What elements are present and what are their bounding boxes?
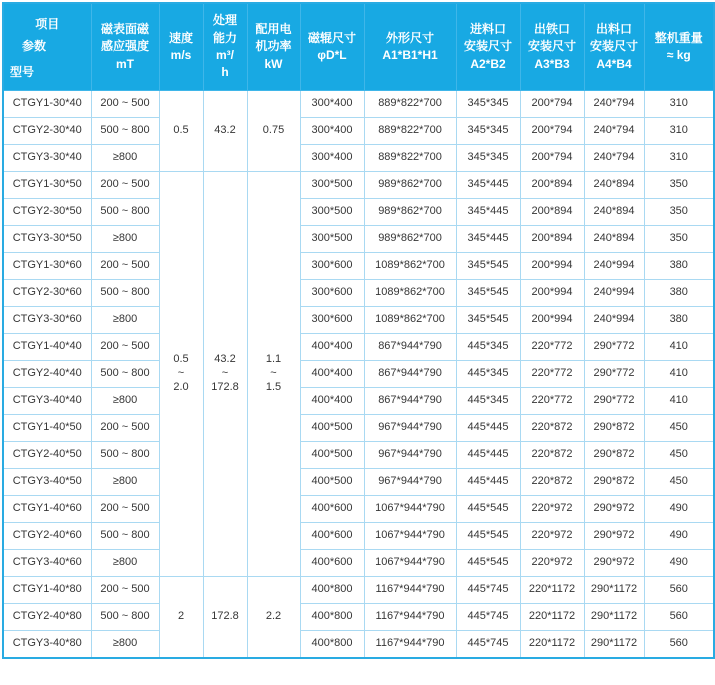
header-line: 配用电	[255, 21, 292, 36]
table-row	[3, 604, 714, 631]
mt-range-cell: 500 ~ 800	[91, 361, 159, 388]
speed-value-line: ~	[177, 367, 185, 380]
roller-size-cell: 300*400	[300, 145, 364, 172]
overall-dims-cell: 867*944*790	[364, 388, 456, 415]
mt-range-cell: ≥800	[91, 631, 159, 659]
roller-size-cell: 300*500	[300, 226, 364, 253]
header-dims	[364, 3, 456, 91]
roller-size-cell: 300*500	[300, 199, 364, 226]
header-line: 外形尺寸	[385, 30, 434, 45]
weight-cell: 410	[644, 388, 714, 415]
feed-port-cell: 445*745	[456, 577, 520, 604]
feed-port-cell: 445*545	[456, 523, 520, 550]
feed-port-cell: 345*445	[456, 226, 520, 253]
feed-port-cell: 445*745	[456, 604, 520, 631]
overall-dims-cell: 889*822*700	[364, 91, 456, 118]
spec-table	[2, 2, 715, 659]
mt-range-cell: 200 ~ 500	[91, 415, 159, 442]
roller-size-cell: 400*600	[300, 496, 364, 523]
table-row	[3, 577, 714, 604]
roller-size-cell: 400*600	[300, 550, 364, 577]
feed-port-cell: 445*445	[456, 469, 520, 496]
weight-cell: 310	[644, 118, 714, 145]
speed-value-line: 2	[177, 610, 185, 623]
capacity-value-line: 172.8	[211, 380, 239, 393]
header-line: 磁辊尺寸	[307, 30, 356, 45]
power-value-line: 1.5	[265, 380, 282, 393]
mt-range-cell: 500 ~ 800	[91, 442, 159, 469]
model-cell: CTGY2-40*40	[3, 361, 91, 388]
header-line: mT	[116, 56, 134, 71]
mt-range-cell: 200 ~ 500	[91, 172, 159, 199]
weight-cell: 560	[644, 631, 714, 659]
power-merged-cell	[247, 577, 300, 659]
header-line: 速度	[168, 30, 193, 45]
weight-cell: 410	[644, 361, 714, 388]
discharge-port-cell: 290*772	[584, 334, 644, 361]
roller-size-cell: 300*400	[300, 91, 364, 118]
header-roller	[300, 3, 364, 91]
mt-range-cell: 200 ~ 500	[91, 91, 159, 118]
header-discharge	[584, 3, 644, 91]
iron-outlet-cell: 220*1172	[520, 604, 584, 631]
overall-dims-cell: 967*944*790	[364, 415, 456, 442]
table-row	[3, 307, 714, 334]
overall-dims-cell: 1067*944*790	[364, 496, 456, 523]
discharge-port-cell: 240*794	[584, 118, 644, 145]
power-value-line: 1.1	[265, 353, 282, 366]
mt-range-cell: 500 ~ 800	[91, 523, 159, 550]
discharge-port-cell: 240*894	[584, 199, 644, 226]
iron-outlet-cell: 220*972	[520, 523, 584, 550]
model-cell: CTGY2-40*80	[3, 604, 91, 631]
iron-outlet-cell: 200*894	[520, 226, 584, 253]
roller-size-cell: 300*400	[300, 118, 364, 145]
model-cell: CTGY1-40*40	[3, 334, 91, 361]
discharge-port-cell: 290*772	[584, 361, 644, 388]
header-line: 整机重量	[654, 30, 703, 45]
roller-size-cell: 400*500	[300, 415, 364, 442]
feed-port-cell: 445*345	[456, 388, 520, 415]
header-corner	[3, 3, 91, 91]
iron-outlet-cell: 220*1172	[520, 577, 584, 604]
mt-range-cell: ≥800	[91, 550, 159, 577]
mt-range-cell: ≥800	[91, 469, 159, 496]
iron-outlet-cell: 200*994	[520, 253, 584, 280]
overall-dims-cell: 889*822*700	[364, 118, 456, 145]
capacity-merged-cell	[203, 577, 247, 659]
mt-range-cell: ≥800	[91, 388, 159, 415]
iron-outlet-cell: 220*772	[520, 361, 584, 388]
discharge-port-cell: 240*994	[584, 253, 644, 280]
model-cell: CTGY1-30*60	[3, 253, 91, 280]
feed-port-cell: 445*745	[456, 631, 520, 659]
capacity-value-line: 43.2	[214, 124, 236, 137]
roller-size-cell: 400*500	[300, 469, 364, 496]
weight-cell: 380	[644, 307, 714, 334]
header-line: 能力	[212, 30, 237, 45]
header-corner-mid-label: 参数	[22, 39, 47, 53]
header-line: 进料口	[469, 21, 506, 36]
weight-cell: 490	[644, 496, 714, 523]
overall-dims-cell: 1167*944*790	[364, 604, 456, 631]
mt-range-cell: ≥800	[91, 307, 159, 334]
overall-dims-cell: 989*862*700	[364, 199, 456, 226]
discharge-port-cell: 290*972	[584, 550, 644, 577]
discharge-port-cell: 290*972	[584, 523, 644, 550]
roller-size-cell: 400*400	[300, 334, 364, 361]
model-cell: CTGY3-30*50	[3, 226, 91, 253]
capacity-value-line: 43.2	[214, 353, 236, 366]
header-power	[247, 3, 300, 91]
header-line: φD*L	[317, 48, 347, 62]
model-cell: CTGY2-40*50	[3, 442, 91, 469]
header-line: ≈ kg	[666, 48, 691, 62]
header-capacity	[203, 3, 247, 91]
capacity-merged-cell	[203, 91, 247, 172]
weight-cell: 380	[644, 253, 714, 280]
feed-port-cell: 445*345	[456, 361, 520, 388]
overall-dims-cell: 889*822*700	[364, 145, 456, 172]
roller-size-cell: 400*800	[300, 577, 364, 604]
feed-port-cell: 345*345	[456, 118, 520, 145]
table-header	[3, 3, 714, 91]
discharge-port-cell: 290*1172	[584, 631, 644, 659]
roller-size-cell: 400*600	[300, 523, 364, 550]
table-row	[3, 118, 714, 145]
model-cell: CTGY3-40*80	[3, 631, 91, 659]
table-row	[3, 199, 714, 226]
weight-cell: 350	[644, 172, 714, 199]
power-value-line: 2.2	[265, 610, 282, 623]
mt-range-cell: 500 ~ 800	[91, 199, 159, 226]
discharge-port-cell: 240*794	[584, 91, 644, 118]
header-corner-top-label: 项目	[35, 17, 60, 31]
overall-dims-cell: 1089*862*700	[364, 253, 456, 280]
header-line: A2*B2	[470, 56, 506, 71]
overall-dims-cell: 967*944*790	[364, 469, 456, 496]
overall-dims-cell: 1167*944*790	[364, 631, 456, 659]
capacity-value-line: ~	[221, 367, 229, 380]
roller-size-cell: 400*800	[300, 604, 364, 631]
table-row	[3, 469, 714, 496]
speed-value-line: 0.5	[173, 124, 189, 137]
overall-dims-cell: 1067*944*790	[364, 523, 456, 550]
roller-size-cell: 300*500	[300, 172, 364, 199]
table-row	[3, 631, 714, 659]
iron-outlet-cell: 200*894	[520, 199, 584, 226]
feed-port-cell: 345*545	[456, 307, 520, 334]
header-line: 磁表面磁	[100, 21, 149, 36]
discharge-port-cell: 290*972	[584, 496, 644, 523]
weight-cell: 450	[644, 469, 714, 496]
overall-dims-cell: 967*944*790	[364, 442, 456, 469]
discharge-port-cell: 240*794	[584, 145, 644, 172]
overall-dims-cell: 1089*862*700	[364, 280, 456, 307]
header-corner-bottom-label: 型号	[10, 64, 35, 79]
model-cell: CTGY2-30*40	[3, 118, 91, 145]
iron-outlet-cell: 200*994	[520, 280, 584, 307]
table-row	[3, 415, 714, 442]
power-merged-cell	[247, 91, 300, 172]
overall-dims-cell: 989*862*700	[364, 172, 456, 199]
discharge-port-cell: 240*894	[584, 172, 644, 199]
iron-outlet-cell: 200*794	[520, 118, 584, 145]
mt-range-cell: ≥800	[91, 145, 159, 172]
weight-cell: 310	[644, 91, 714, 118]
table-row	[3, 550, 714, 577]
weight-cell: 490	[644, 523, 714, 550]
discharge-port-cell: 290*1172	[584, 604, 644, 631]
header-line: m/s	[170, 48, 192, 62]
table-body	[3, 91, 714, 659]
model-cell: CTGY2-40*60	[3, 523, 91, 550]
mt-range-cell: 500 ~ 800	[91, 280, 159, 307]
mt-range-cell: 200 ~ 500	[91, 253, 159, 280]
header-line: 安装尺寸	[463, 39, 512, 54]
iron-outlet-cell: 220*1172	[520, 631, 584, 659]
capacity-merged-cell	[203, 172, 247, 577]
mt-range-cell: 200 ~ 500	[91, 577, 159, 604]
discharge-port-cell: 290*872	[584, 442, 644, 469]
mt-range-cell: 500 ~ 800	[91, 604, 159, 631]
iron-outlet-cell: 220*972	[520, 550, 584, 577]
feed-port-cell: 345*345	[456, 145, 520, 172]
header-line: 处理	[212, 13, 237, 28]
weight-cell: 350	[644, 199, 714, 226]
table-row	[3, 523, 714, 550]
discharge-port-cell: 240*994	[584, 280, 644, 307]
power-merged-cell	[247, 172, 300, 577]
weight-cell: 490	[644, 550, 714, 577]
header-line: m³/	[216, 48, 234, 62]
header-line: 机功率	[255, 39, 292, 54]
discharge-port-cell: 240*894	[584, 226, 644, 253]
iron-outlet-cell: 200*794	[520, 145, 584, 172]
header-speed	[159, 3, 203, 91]
overall-dims-cell: 989*862*700	[364, 226, 456, 253]
model-cell: CTGY1-40*60	[3, 496, 91, 523]
discharge-port-cell: 290*872	[584, 415, 644, 442]
model-cell: CTGY2-30*60	[3, 280, 91, 307]
weight-cell: 410	[644, 334, 714, 361]
power-value-line: ~	[270, 367, 277, 380]
mt-range-cell: ≥800	[91, 226, 159, 253]
iron-outlet-cell: 220*772	[520, 334, 584, 361]
overall-dims-cell: 867*944*790	[364, 361, 456, 388]
header-iron	[520, 3, 584, 91]
feed-port-cell: 345*545	[456, 280, 520, 307]
roller-size-cell: 300*600	[300, 280, 364, 307]
roller-size-cell: 400*400	[300, 361, 364, 388]
mt-range-cell: 200 ~ 500	[91, 334, 159, 361]
roller-size-cell: 400*500	[300, 442, 364, 469]
header-mt	[91, 3, 159, 91]
header-feed	[456, 3, 520, 91]
speed-merged-cell	[159, 577, 203, 659]
header-line: 出铁口	[533, 21, 570, 36]
mt-range-cell: 500 ~ 800	[91, 118, 159, 145]
overall-dims-cell: 867*944*790	[364, 334, 456, 361]
speed-merged-cell	[159, 172, 203, 577]
discharge-port-cell: 290*772	[584, 388, 644, 415]
speed-value-line: 2.0	[173, 380, 189, 393]
model-cell: CTGY3-30*60	[3, 307, 91, 334]
feed-port-cell: 445*545	[456, 550, 520, 577]
feed-port-cell: 445*345	[456, 334, 520, 361]
iron-outlet-cell: 200*894	[520, 172, 584, 199]
table-row	[3, 253, 714, 280]
overall-dims-cell: 1089*862*700	[364, 307, 456, 334]
roller-size-cell: 300*600	[300, 307, 364, 334]
table-row	[3, 226, 714, 253]
header-line: h	[221, 65, 229, 80]
header-line: 感应强度	[100, 39, 149, 54]
table-row	[3, 361, 714, 388]
discharge-port-cell: 290*872	[584, 469, 644, 496]
feed-port-cell: 445*545	[456, 496, 520, 523]
table-row	[3, 145, 714, 172]
weight-cell: 450	[644, 415, 714, 442]
table-row	[3, 442, 714, 469]
feed-port-cell: 345*445	[456, 199, 520, 226]
header-row	[3, 3, 714, 91]
weight-cell: 350	[644, 226, 714, 253]
weight-cell: 560	[644, 577, 714, 604]
iron-outlet-cell: 220*872	[520, 469, 584, 496]
overall-dims-cell: 1167*944*790	[364, 577, 456, 604]
roller-size-cell: 300*600	[300, 253, 364, 280]
table-row	[3, 280, 714, 307]
weight-cell: 560	[644, 604, 714, 631]
iron-outlet-cell: 220*872	[520, 415, 584, 442]
model-cell: CTGY3-40*40	[3, 388, 91, 415]
power-value-line: 0.75	[262, 124, 285, 137]
table-row	[3, 496, 714, 523]
capacity-value-line: 172.8	[211, 610, 239, 623]
header-line: kW	[264, 56, 283, 71]
iron-outlet-cell: 200*994	[520, 307, 584, 334]
model-cell: CTGY2-30*50	[3, 199, 91, 226]
speed-merged-cell	[159, 91, 203, 172]
table-row	[3, 334, 714, 361]
header-line: A1*B1*H1	[382, 48, 438, 62]
feed-port-cell: 345*445	[456, 172, 520, 199]
header-line: A4*B4	[596, 56, 632, 71]
header-line: A3*B3	[534, 56, 570, 71]
discharge-port-cell: 290*1172	[584, 577, 644, 604]
table-row	[3, 172, 714, 199]
iron-outlet-cell: 220*772	[520, 388, 584, 415]
feed-port-cell: 445*445	[456, 442, 520, 469]
feed-port-cell: 445*445	[456, 415, 520, 442]
model-cell: CTGY3-40*60	[3, 550, 91, 577]
model-cell: CTGY1-40*50	[3, 415, 91, 442]
feed-port-cell: 345*545	[456, 253, 520, 280]
overall-dims-cell: 1067*944*790	[364, 550, 456, 577]
model-cell: CTGY3-30*40	[3, 145, 91, 172]
header-line: 出料口	[595, 21, 632, 36]
model-cell: CTGY3-40*50	[3, 469, 91, 496]
table-row	[3, 388, 714, 415]
feed-port-cell: 345*345	[456, 91, 520, 118]
iron-outlet-cell: 200*794	[520, 91, 584, 118]
discharge-port-cell: 240*994	[584, 307, 644, 334]
iron-outlet-cell: 220*972	[520, 496, 584, 523]
header-line: 安装尺寸	[589, 39, 638, 54]
model-cell: CTGY1-40*80	[3, 577, 91, 604]
roller-size-cell: 400*800	[300, 631, 364, 659]
weight-cell: 380	[644, 280, 714, 307]
mt-range-cell: 200 ~ 500	[91, 496, 159, 523]
iron-outlet-cell: 220*872	[520, 442, 584, 469]
weight-cell: 310	[644, 145, 714, 172]
roller-size-cell: 400*400	[300, 388, 364, 415]
header-weight	[644, 3, 714, 91]
weight-cell: 450	[644, 442, 714, 469]
model-cell: CTGY1-30*50	[3, 172, 91, 199]
table-row	[3, 91, 714, 118]
header-line: 安装尺寸	[527, 39, 576, 54]
model-cell: CTGY1-30*40	[3, 91, 91, 118]
speed-value-line: 0.5	[173, 353, 189, 366]
